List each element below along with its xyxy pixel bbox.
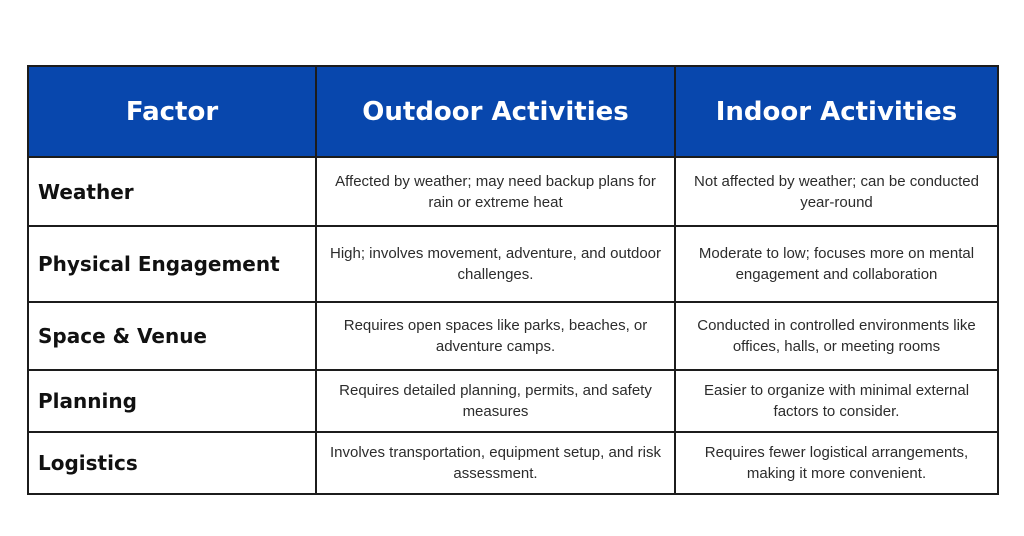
indoor-cell: Not affected by weather; can be conducted year-round [675,157,998,226]
outdoor-cell: Involves transportation, equipment setup, and risk assessment. [316,432,675,494]
table-row [28,302,998,370]
factor-cell: Physical Engagement [28,226,316,302]
table-row [28,432,998,494]
table-row [28,226,998,302]
outdoor-cell: High; involves movement, adventure, and outdoor challenges. [316,226,675,302]
header-row [28,66,998,157]
indoor-cell: Requires fewer logistical arrangements, making it more convenient. [675,432,998,494]
outdoor-cell: Requires open spaces like parks, beaches, or adventure camps. [316,302,675,370]
table-row [28,370,998,432]
header-outdoor-activities: Outdoor Activities [316,66,675,157]
outdoor-cell: Affected by weather; may need backup plans for rain or extreme heat [316,157,675,226]
factor-cell: Logistics [28,432,316,494]
table-row [28,157,998,226]
factor-cell: Weather [28,157,316,226]
header-indoor-activities: Indoor Activities [675,66,998,157]
outdoor-cell: Requires detailed planning, permits, and safety measures [316,370,675,432]
comparison-table [27,65,999,495]
indoor-cell: Moderate to low; focuses more on mental engagement and collaboration [675,226,998,302]
indoor-cell: Easier to organize with minimal external factors to consider. [675,370,998,432]
header-factor: Factor [28,66,316,157]
factor-cell: Planning [28,370,316,432]
indoor-cell: Conducted in controlled environments like offices, halls, or meeting rooms [675,302,998,370]
factor-cell: Space & Venue [28,302,316,370]
